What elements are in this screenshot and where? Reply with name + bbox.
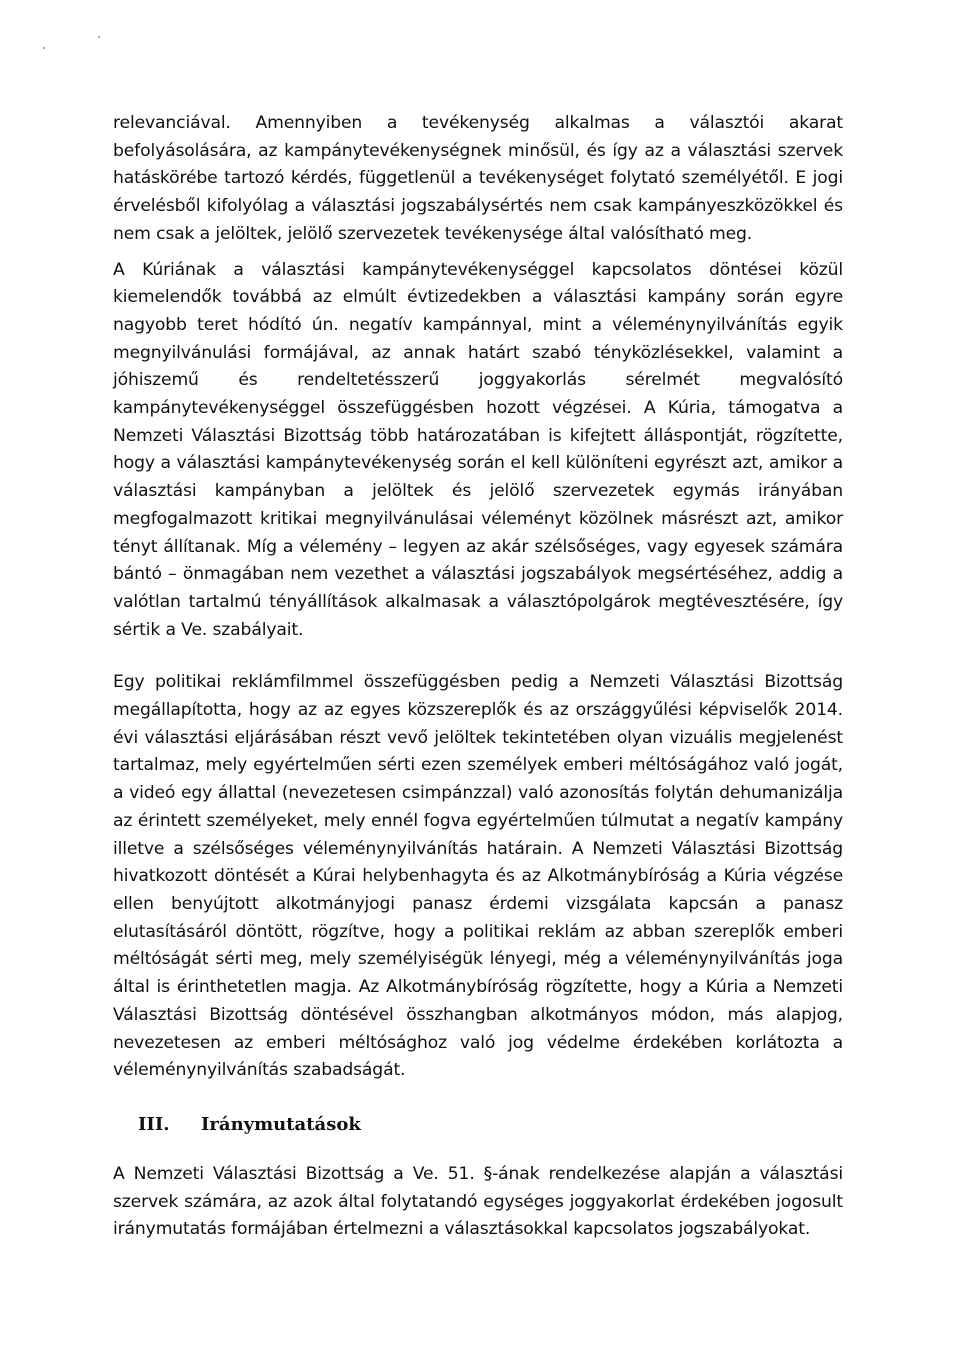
scan-speck [98,36,100,38]
section-number: III. [138,1113,170,1135]
paragraph-guidance: A Nemzeti Választási Bizottság a Ve. 51. §-ának rendelkezése alapján a választási szervek számára, az azok által folytatandó egységes joggyakorlat érdekében jogosult iránymutatás formájában értelmezni a választásokkal kapcsolatos jogszabályokat. [113,1163,843,1240]
paragraph-relevance: relevanciával. Amennyiben a tevékenység alkalmas a választói akarat befolyásolására, az kampánytevékenységnek minősül, és így az a választási szervek hatáskörébe tartozó kérdés, függetlenül a tevékenységet folytató személyétől. E jogi érvelésből kifolyólag a választási jogszabálysértés nem csak kampányeszközökkel és nem csak a jelöltek, jelölő szervezetek tevékenysége által valósítható meg. [113,113,843,244]
paragraph-kuria-decisions: A Kúriának a választási kampánytevékenységgel kapcsolatos döntései közül kiemelendők továbbá az elmúlt évtizedekben a választási kampány során egyre nagyobb teret hódító ún. negatív kampánnyal, mint a véleménynyilvánítás egyik megnyilvánulási formájával, az annak határt szabó tényközlésekkel, valamint a jóhiszemű és rendeltetésszerű joggyakorlás sérelmét megvalósító kampánytevékenységgel összefüggésben hozott végzései. A Kúria, támogatva a Nemzeti Választási Bizottság több határozatában is kifejtett álláspontját, rögzítette, hogy a választási kampánytevékenység során el kell különíteni egyrészt azt, amikor a választási kampányban a jelöltek és jelölő szervezetek egymás irányában megfogalmazott kritikai megnyilvánulásai véleményt közölnek másrészt azt, amikor tényt állítanak. Míg a vélemény – legyen az akár szélsőséges, vagy egyesek számára bántó – önmagában nem vezethet a választási jogszabályok megsértéséhez, addig a valótlan tartalmú tényállítások alkalmasak a választópolgárok megtévesztésére, így sértik a Ve. szabályait. [113,259,843,640]
section-heading [138,1112,843,1138]
document-body [113,110,843,1244]
section-title: Iránymutatások [201,1113,361,1135]
scan-speck [43,47,45,49]
paragraph-political-ad: Egy politikai reklámfilmmel összefüggésben pedig a Nemzeti Választási Bizottság megállapította, hogy az az egyes közszereplők és az országgyűlési képviselők 2014. évi választási eljárásában részt vevő jelöltek tekintetében olyan vizuális megjelenést tartalmaz, mely egyértelműen sérti ezen személyek emberi méltóságához való jogát, a videó egy állattal (nevezetesen csimpánzzal) való azonosítás folytán dehumanizálja az érintett személyeket, mely ennél fogva egyértelműen túlmutat a negatív kampány illetve a szélsőséges véleménynyilvánítás határain. A Nemzeti Választási Bizottság hivatkozott döntését a Kúrai helybenhagyta és az Alkotmánybíróság a Kúria végzése ellen benyújtott alkotmányjogi panasz érdemi vizsgálata kapcsán a panasz elutasításáról döntött, rögzítve, hogy a politikai reklám az abban szereplők emberi méltóságát sérti meg, mely személyiségük lényegi, még a véleménynyilvánítás joga által is érinthetetlen magja. Az Alkotmánybíróság rögzítette, hogy a Kúria a Nemzeti Választási Bizottság döntésével összhangban alkotmányos módon, más alapjog, nevezetesen az emberi méltósághoz való jog védelme érdekében korlátozta a véleménynyilvánítás szabadságát. [113,672,843,1081]
